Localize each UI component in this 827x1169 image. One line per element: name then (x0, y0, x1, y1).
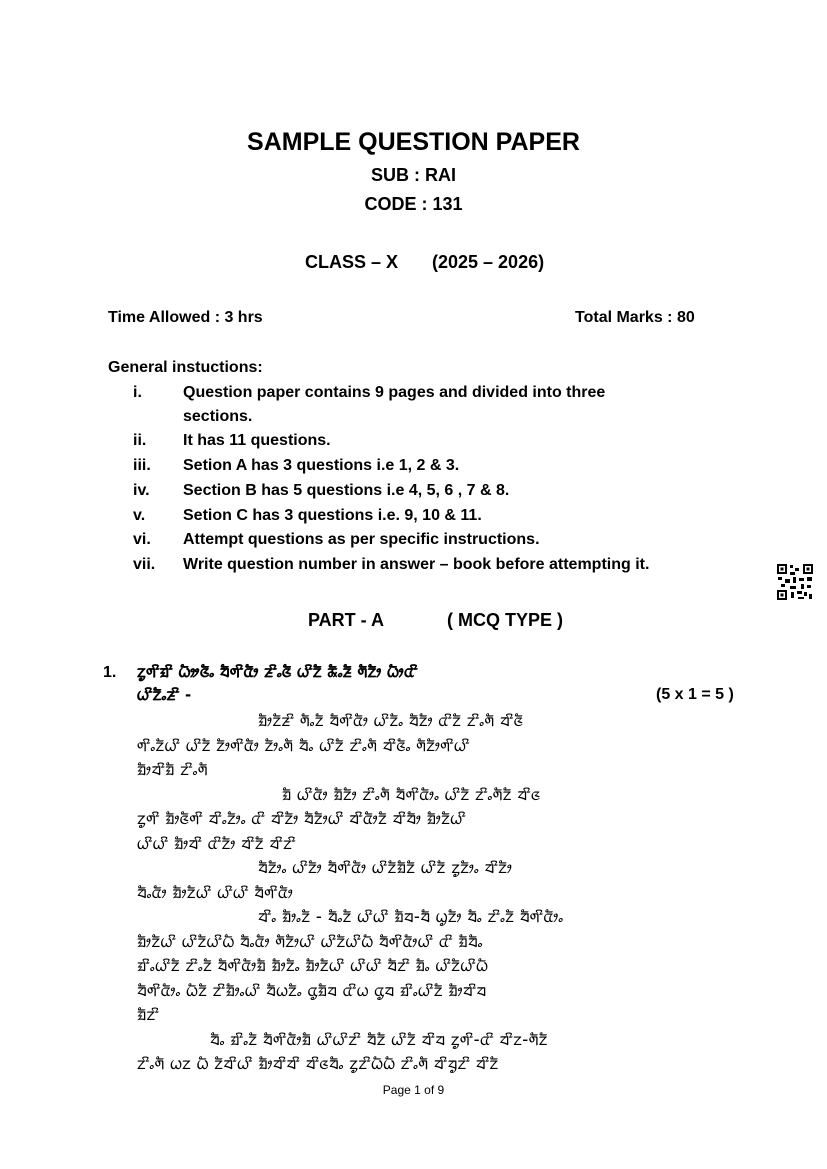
session-label: (2025 – 2026) (432, 252, 545, 272)
time-allowed: Time Allowed : 3 hrs (108, 309, 263, 326)
total-marks: Total Marks : 80 (575, 309, 695, 326)
part-type: ( MCQ TYPE ) (447, 610, 563, 630)
passage-line: ᤁᤡᤱᤛᤠ ᤐᤁ ᤐᤠ ᤁᤠᤔᤡᤐᤡ ᤀᤥᤔᤡᤔᤡ ᤔᤡᤜᤔᤠᤱ ᤁᤢᤁᤡᤐᤠᤐᤠ ᤁᤡᤱᤛᤠ ᤔᤡᤔᤢᤁᤡ ᤔᤡᤁᤠ (137, 1053, 499, 1073)
instruction-number: ii. (133, 432, 147, 449)
passage-line: ᤔᤠᤛᤡᤂᤥᤱ ᤐᤠᤁᤠ ᤁᤡᤀᤥᤱᤐᤡ ᤔᤠᤐᤁᤠᤱ ᤂᤢᤀᤠᤔ ᤂᤡᤐ ᤂᤢᤔ ᤀᤡᤱᤐᤡᤁᤠ ᤀᤥᤔᤡᤔ (137, 980, 487, 1000)
page-number: Page 1 of 9 (382, 1083, 445, 1097)
passage-line: ᤐᤡᤐᤡ ᤀᤥᤔᤡ ᤂᤡᤁᤥ ᤔᤡᤁᤠ ᤔᤡᤁᤡ (137, 833, 296, 853)
passage-line: ᤔᤠᤱ ᤀᤡᤱᤁᤠ ᤔᤠᤛᤡᤂᤥᤀᤠ ᤐᤡᤐᤡᤁᤡ ᤔᤠᤁᤠ ᤐᤡᤁᤠ ᤔᤡᤔ ᤁᤢᤛᤡ-ᤂᤡ ᤔᤡᤁ-ᤛᤠᤁᤠ (210, 1029, 548, 1049)
passage-line: ᤔᤠᤁᤥᤱ ᤐᤡᤁᤥ ᤔᤠᤛᤡᤂᤥ ᤐᤡᤁᤠᤀᤠᤁᤠ ᤐᤡᤁᤠ ᤁᤢᤁᤥᤱ ᤔᤡᤁᤥ (258, 857, 513, 877)
passage-line: ᤀᤥᤁᤠᤏᤡ ᤛᤠᤱᤁᤠ ᤔᤠᤛᤡᤂᤥ ᤐᤡᤁᤠᤱ ᤔᤠᤁᤥ ᤂᤡᤁᤠ ᤁᤡᤱᤛᤠ ᤔᤡᤜᤠ (258, 710, 524, 730)
instruction-number: v. (133, 507, 146, 524)
passage-line: ᤁᤢᤛᤡ ᤀᤥᤜᤠᤛᤡ ᤔᤡᤱᤁᤥᤱ ᤂᤡ ᤔᤡᤁᤥ ᤔᤠᤁᤥᤐᤡ ᤔᤡᤂᤥᤁᤠ ᤔᤡᤔᤥ ᤀᤥᤁᤠᤐᤡ (137, 808, 467, 828)
passage-line: ᤛᤡᤱᤁᤠᤐᤡ ᤐᤡᤁᤠ ᤁᤥᤛᤡᤂᤥ ᤁᤥᤱᤛᤠ ᤔᤠᤱ ᤐᤡᤁᤠ ᤁᤡᤱᤛᤠ ᤔᤡᤜᤠᤱ ᤛᤠᤁᤥᤛᤡᤐᤡ (137, 735, 470, 755)
question-line: ᤁᤢᤛᤡᤀᤡ ᤐᤦᤜᤠᤱ ᤔᤠᤛᤡᤂᤥ ᤏᤡᤱᤜᤠ ᤐᤡᤁᤠ ᤊᤠᤱᤏᤠ ᤛᤠᤁᤥ ᤐᤥᤂᤡ (137, 661, 419, 681)
instruction-number: vi. (133, 531, 151, 548)
passage-line: ᤀᤠ ᤐᤡᤂᤥ ᤀᤠᤁᤥ ᤁᤡᤱᤛᤠ ᤔᤠᤛᤡᤂᤥᤱ ᤐᤡᤁᤠ ᤁᤡᤱᤛᤠᤁᤠ ᤔᤡᤜ (282, 784, 541, 804)
instruction-text: Setion C has 3 questions i.e. 9, 10 & 11. (183, 507, 482, 524)
instruction-number: vii. (133, 556, 156, 573)
instruction-number: iii. (133, 457, 151, 474)
instructions-heading: General instuctions: (108, 359, 263, 376)
subject-line: SUB : RAI (371, 165, 456, 185)
instruction-text: Attempt questions as per specific instructions. (183, 531, 540, 548)
passage-line: ᤀᤥᤁᤠᤐᤡ ᤐᤡᤁᤠᤐᤡᤐᤠ ᤔᤠᤱᤂᤥ ᤛᤠᤁᤥᤐᤡ ᤐᤡᤁᤠᤐᤡᤐᤠ ᤔᤠᤛᤡᤂᤥᤐᤡ ᤂᤡ ᤀᤠᤔᤠᤱ (137, 931, 483, 951)
instruction-text: Section B has 5 questions i.e 4, 5, 6 , 7 & 8. (183, 482, 510, 499)
passage-line: ᤀᤡᤱᤐᤡᤁᤠ ᤁᤡᤱᤁᤠ ᤔᤠᤛᤡᤂᤥᤀᤠ ᤀᤥᤁᤠᤱ ᤀᤥᤁᤠᤐᤡ ᤐᤡᤐᤡ ᤔᤠᤁᤡ ᤀᤠᤱ ᤐᤡᤁᤠᤐᤡᤐᤠ (137, 955, 489, 975)
passage-line: ᤔᤠᤱᤂᤥ ᤀᤥᤁᤠᤐᤡ ᤐᤡᤐᤡ ᤔᤠᤛᤡᤂᤥ (137, 882, 294, 902)
instruction-text: It has 11 questions. (183, 432, 331, 449)
paper-title: SAMPLE QUESTION PAPER (247, 128, 580, 156)
question-line: ᤐᤡᤁᤠᤱᤏᤡ - (137, 684, 192, 704)
question-number: 1. (103, 664, 117, 681)
part-label: PART - A (308, 610, 384, 630)
passage-line: ᤀᤥᤔᤡᤀᤠ ᤁᤡᤱᤛᤠ (137, 759, 208, 779)
instruction-text: Question paper contains 9 pages and divided into three (183, 384, 606, 401)
passage-line: ᤀᤠᤁᤡ (137, 1004, 160, 1024)
passage-line: ᤔᤡᤱ ᤀᤥᤱᤁᤠ - ᤔᤠᤱᤁᤠ ᤐᤡᤐᤡ ᤀᤠᤔ-ᤔᤠ ᤐᤢᤁᤥ ᤔᤠᤱ ᤁᤡᤱᤁᤠ ᤔᤠᤛᤡᤂᤥᤱ (258, 906, 564, 926)
instruction-text: Write question number in answer – book before attempting it. (183, 556, 650, 573)
instruction-number: iv. (133, 482, 150, 499)
class-label: CLASS – X (305, 252, 399, 272)
code-line: CODE : 131 (364, 194, 463, 214)
instruction-text: sections. (183, 408, 253, 425)
question-marks: (5 x 1 = 5 ) (656, 686, 734, 703)
instruction-text: Setion A has 3 questions i.e 1, 2 & 3. (183, 457, 460, 474)
instruction-number: i. (133, 384, 142, 401)
qr-code-icon (776, 563, 814, 601)
